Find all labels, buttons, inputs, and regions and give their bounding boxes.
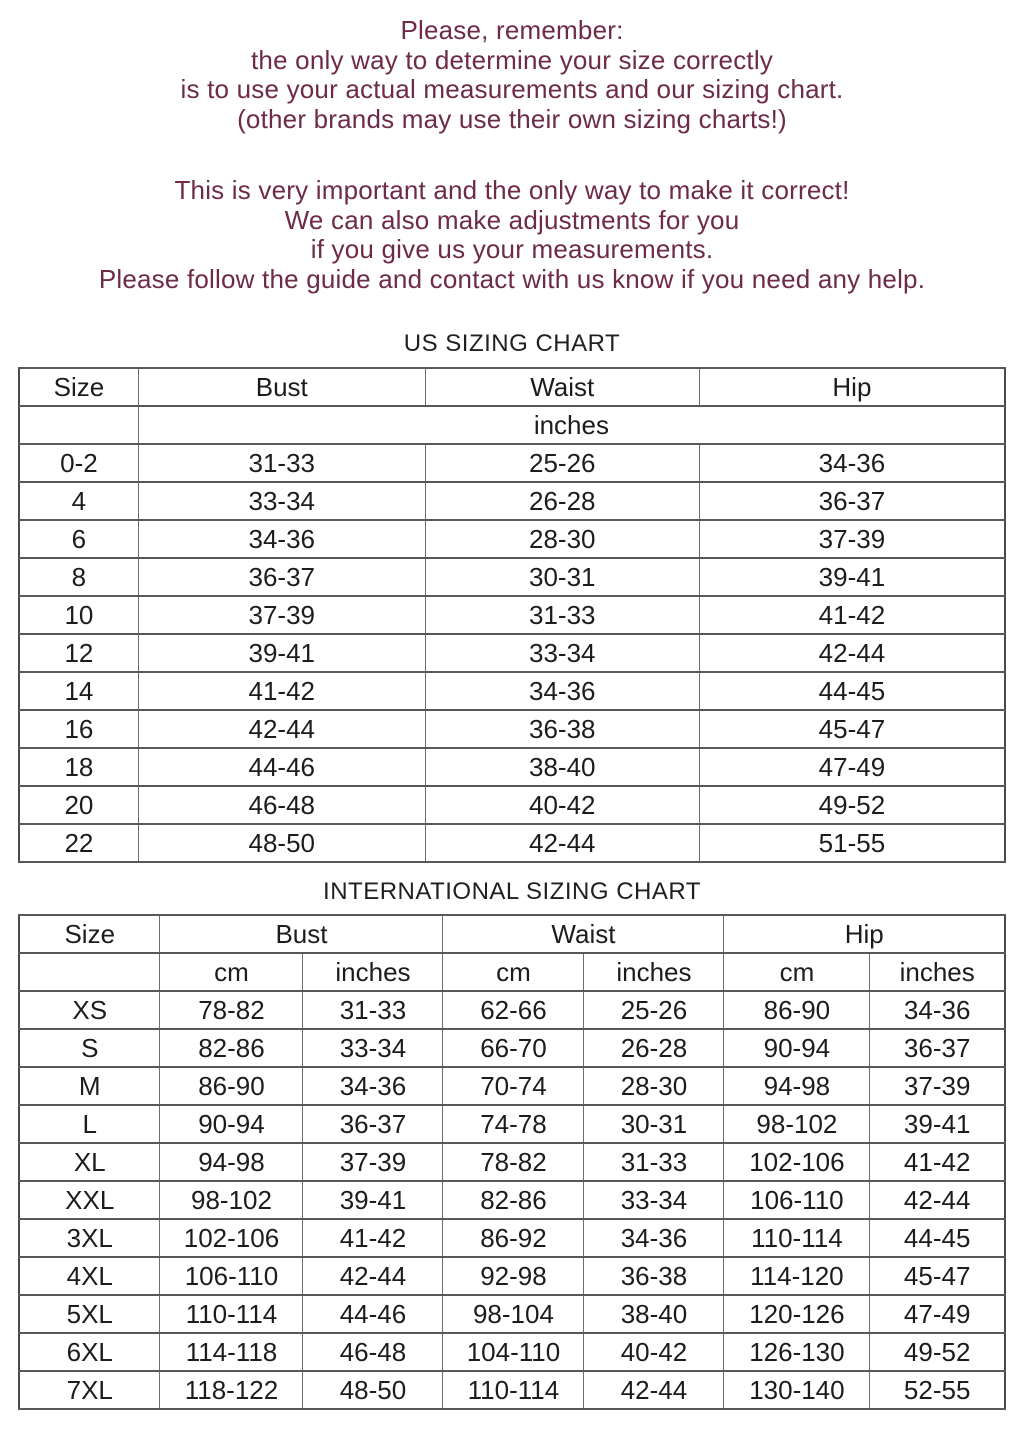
- table-cell: 22: [19, 824, 138, 862]
- us-sizing-table: [18, 367, 1006, 863]
- table-cell: 49-52: [699, 786, 1005, 824]
- table-row: [19, 991, 1005, 1029]
- table-cell: 104-110: [443, 1333, 584, 1371]
- table-cell: 33-34: [138, 482, 425, 520]
- table-row: [19, 1105, 1005, 1143]
- table-row: [19, 1067, 1005, 1105]
- table-cell: 4XL: [19, 1257, 160, 1295]
- table-cell: 36-37: [870, 1029, 1005, 1067]
- table-cell: 42-44: [425, 824, 699, 862]
- table-cell: 110-114: [443, 1371, 584, 1409]
- table-row: [19, 1257, 1005, 1295]
- column-header-hip: Hip: [724, 915, 1005, 953]
- column-header-size: Size: [19, 368, 138, 406]
- table-row: [19, 1333, 1005, 1371]
- table-cell: 3XL: [19, 1219, 160, 1257]
- table-cell: 92-98: [443, 1257, 584, 1295]
- table-cell: 4: [19, 482, 138, 520]
- intro-text-block: [0, 0, 1024, 294]
- table-cell: 98-102: [724, 1105, 870, 1143]
- table-cell: 120-126: [724, 1295, 870, 1333]
- table-cell: 94-98: [160, 1143, 303, 1181]
- intro-line: This is very important and the only way to make it correct!: [174, 175, 850, 205]
- intro-line: (other brands may use their own sizing charts!): [237, 103, 787, 134]
- table-cell: 25-26: [584, 991, 724, 1029]
- table-cell: 42-44: [870, 1181, 1005, 1219]
- unit-label-inches: inches: [584, 953, 724, 991]
- table-cell: 41-42: [870, 1143, 1005, 1181]
- table-cell: 26-28: [584, 1029, 724, 1067]
- table-cell: 110-114: [160, 1295, 303, 1333]
- table-cell: 74-78: [443, 1105, 584, 1143]
- table-cell: 114-120: [724, 1257, 870, 1295]
- table-cell: 82-86: [443, 1181, 584, 1219]
- table-cell: 38-40: [425, 748, 699, 786]
- table-cell: 39-41: [138, 634, 425, 672]
- table-row: [19, 672, 1005, 710]
- table-cell: 33-34: [425, 634, 699, 672]
- table-row: [19, 748, 1005, 786]
- table-cell: 38-40: [584, 1295, 724, 1333]
- table-cell: 37-39: [699, 520, 1005, 558]
- table-cell: 6XL: [19, 1333, 160, 1371]
- table-cell: 41-42: [699, 596, 1005, 634]
- table-cell: 7XL: [19, 1371, 160, 1409]
- table-cell: XS: [19, 991, 160, 1029]
- us-chart-title: US SIZING CHART: [403, 330, 621, 357]
- table-cell: 39-41: [699, 558, 1005, 596]
- table-cell: 36-37: [303, 1105, 443, 1143]
- table-cell: 102-106: [724, 1143, 870, 1181]
- table-cell: XXL: [19, 1181, 160, 1219]
- column-header-size: Size: [19, 915, 160, 953]
- table-cell: 36-37: [138, 558, 425, 596]
- table-cell: 16: [19, 710, 138, 748]
- table-cell: 78-82: [160, 991, 303, 1029]
- table-row: [19, 1371, 1005, 1409]
- table-cell: 36-38: [425, 710, 699, 748]
- table-row: [19, 482, 1005, 520]
- table-cell: 98-104: [443, 1295, 584, 1333]
- table-cell: 34-36: [584, 1219, 724, 1257]
- table-cell: 44-45: [870, 1219, 1005, 1257]
- unit-label-inches: inches: [870, 953, 1005, 991]
- table-cell: 25-26: [425, 444, 699, 482]
- table-cell: 66-70: [443, 1029, 584, 1067]
- table-row: [19, 634, 1005, 672]
- intro-line: We can also make adjustments for you: [284, 204, 740, 235]
- table-cell: 86-90: [160, 1067, 303, 1105]
- table-cell: 42-44: [303, 1257, 443, 1295]
- table-cell: 90-94: [724, 1029, 870, 1067]
- empty-cell: [19, 406, 138, 444]
- table-cell: 39-41: [303, 1181, 443, 1219]
- table-cell: 33-34: [303, 1029, 443, 1067]
- intro-line: is to use your actual measurements and our sizing chart.: [180, 74, 844, 104]
- table-row: [19, 1029, 1005, 1067]
- table-cell: 48-50: [138, 824, 425, 862]
- table-cell: 49-52: [870, 1333, 1005, 1371]
- table-cell: L: [19, 1105, 160, 1143]
- column-header-waist: Waist: [425, 368, 699, 406]
- table-cell: 78-82: [443, 1143, 584, 1181]
- table-cell: 18: [19, 748, 138, 786]
- table-row: [19, 1295, 1005, 1333]
- table-cell: 82-86: [160, 1029, 303, 1067]
- table-cell: 45-47: [699, 710, 1005, 748]
- table-cell: 44-46: [303, 1295, 443, 1333]
- table-cell: 28-30: [584, 1067, 724, 1105]
- table-cell: 5XL: [19, 1295, 160, 1333]
- table-cell: 46-48: [303, 1333, 443, 1371]
- table-cell: 106-110: [160, 1257, 303, 1295]
- table-cell: 36-37: [699, 482, 1005, 520]
- table-cell: 31-33: [138, 444, 425, 482]
- table-cell: 0-2: [19, 444, 138, 482]
- table-cell: 37-39: [138, 596, 425, 634]
- table-cell: 98-102: [160, 1181, 303, 1219]
- table-cell: 47-49: [870, 1295, 1005, 1333]
- table-row: [19, 710, 1005, 748]
- table-cell: 42-44: [138, 710, 425, 748]
- intro-line: the only way to determine your size correctly: [251, 44, 773, 75]
- table-cell: 40-42: [425, 786, 699, 824]
- table-cell: 46-48: [138, 786, 425, 824]
- us-unit-row: [19, 406, 1005, 444]
- table-row: [19, 558, 1005, 596]
- table-cell: 31-33: [425, 596, 699, 634]
- table-cell: 34-36: [138, 520, 425, 558]
- table-cell: 41-42: [138, 672, 425, 710]
- table-cell: 47-49: [699, 748, 1005, 786]
- table-cell: 42-44: [584, 1371, 724, 1409]
- table-cell: 39-41: [870, 1105, 1005, 1143]
- unit-label-inches: inches: [138, 406, 1005, 444]
- us-header-row: [19, 368, 1005, 406]
- table-cell: 45-47: [870, 1257, 1005, 1295]
- table-row: [19, 1181, 1005, 1219]
- unit-label-inches: inches: [303, 953, 443, 991]
- table-cell: S: [19, 1029, 160, 1067]
- intro-line: Please follow the guide and contact with us know if you need any help.: [98, 263, 926, 294]
- table-cell: 26-28: [425, 482, 699, 520]
- table-cell: 62-66: [443, 991, 584, 1029]
- column-header-bust: Bust: [160, 915, 443, 953]
- table-cell: 30-31: [425, 558, 699, 596]
- table-cell: XL: [19, 1143, 160, 1181]
- table-cell: 34-36: [699, 444, 1005, 482]
- table-cell: 70-74: [443, 1067, 584, 1105]
- table-cell: 118-122: [160, 1371, 303, 1409]
- unit-label-cm: cm: [724, 953, 870, 991]
- table-cell: 36-38: [584, 1257, 724, 1295]
- table-cell: 44-46: [138, 748, 425, 786]
- table-cell: 37-39: [870, 1067, 1005, 1105]
- table-cell: 42-44: [699, 634, 1005, 672]
- table-cell: 41-42: [303, 1219, 443, 1257]
- table-row: [19, 1143, 1005, 1181]
- column-header-bust: Bust: [138, 368, 425, 406]
- table-cell: 86-90: [724, 991, 870, 1029]
- table-cell: 86-92: [443, 1219, 584, 1257]
- table-cell: 34-36: [425, 672, 699, 710]
- table-cell: 31-33: [584, 1143, 724, 1181]
- table-cell: 106-110: [724, 1181, 870, 1219]
- table-cell: 44-45: [699, 672, 1005, 710]
- table-cell: 6: [19, 520, 138, 558]
- table-row: [19, 1219, 1005, 1257]
- column-header-waist: Waist: [443, 915, 724, 953]
- table-row: [19, 786, 1005, 824]
- table-row: [19, 824, 1005, 862]
- intro-line: if you give us your measurements.: [310, 234, 714, 264]
- table-cell: 14: [19, 672, 138, 710]
- table-row: [19, 596, 1005, 634]
- table-cell: 40-42: [584, 1333, 724, 1371]
- table-cell: 130-140: [724, 1371, 870, 1409]
- column-header-hip: Hip: [699, 368, 1005, 406]
- table-cell: 126-130: [724, 1333, 870, 1371]
- table-cell: 114-118: [160, 1333, 303, 1371]
- intl-header-row: [19, 915, 1005, 953]
- table-cell: 12: [19, 634, 138, 672]
- international-chart-title: INTERNATIONAL SIZING CHART: [323, 878, 701, 905]
- table-cell: 34-36: [303, 1067, 443, 1105]
- table-cell: M: [19, 1067, 160, 1105]
- empty-cell: [19, 953, 160, 991]
- table-cell: 51-55: [699, 824, 1005, 862]
- intro-spacer: [0, 134, 1024, 176]
- table-row: [19, 520, 1005, 558]
- table-cell: 20: [19, 786, 138, 824]
- table-row: [19, 444, 1005, 482]
- table-cell: 34-36: [870, 991, 1005, 1029]
- table-cell: 33-34: [584, 1181, 724, 1219]
- unit-label-cm: cm: [443, 953, 584, 991]
- table-cell: 52-55: [870, 1371, 1005, 1409]
- table-cell: 8: [19, 558, 138, 596]
- intl-unit-row: [19, 953, 1005, 991]
- table-cell: 37-39: [303, 1143, 443, 1181]
- table-cell: 102-106: [160, 1219, 303, 1257]
- international-sizing-table: [18, 914, 1006, 1410]
- table-cell: 94-98: [724, 1067, 870, 1105]
- table-cell: 110-114: [724, 1219, 870, 1257]
- table-cell: 31-33: [303, 991, 443, 1029]
- table-cell: 28-30: [425, 520, 699, 558]
- table-cell: 48-50: [303, 1371, 443, 1409]
- table-cell: 90-94: [160, 1105, 303, 1143]
- table-cell: 10: [19, 596, 138, 634]
- table-cell: 30-31: [584, 1105, 724, 1143]
- unit-label-cm: cm: [160, 953, 303, 991]
- intro-line: Please, remember:: [400, 15, 624, 45]
